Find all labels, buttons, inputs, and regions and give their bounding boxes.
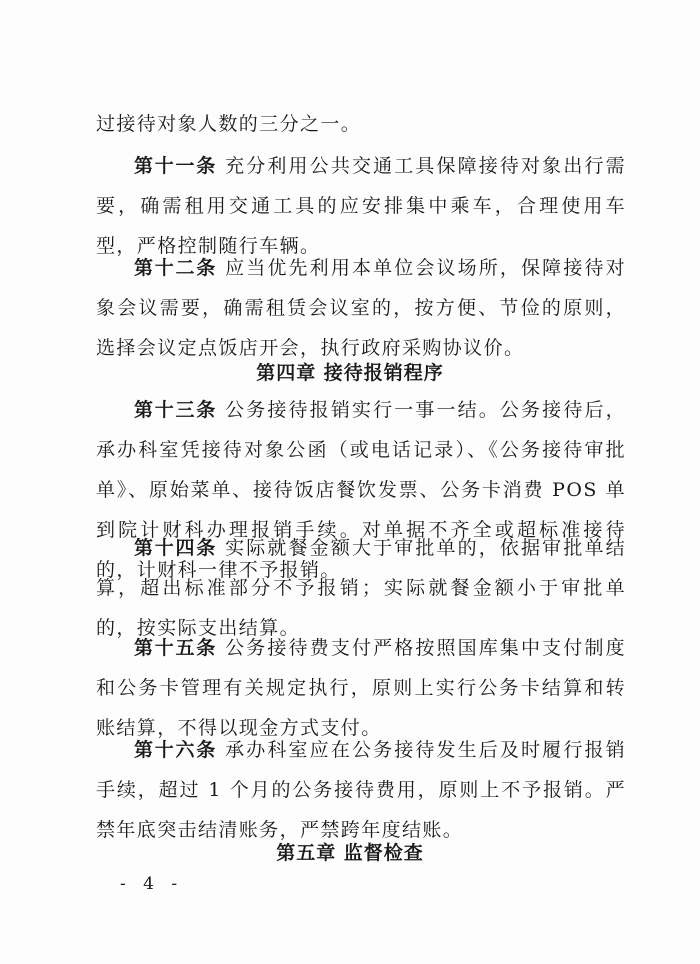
article-label: 第十一条 [134,155,217,177]
article-label: 第十五条 [134,637,217,659]
paragraph-text: 过接待对象人数的三分之一。 [96,113,362,135]
article-text: 充分利用公共交通工具保障接待对象出行需要，确需租用交通工具的应安排集中乘车，合理使用车型，严格控制随行车辆。 [96,155,626,257]
article-label: 第十四条 [134,537,217,559]
article-12 [96,248,626,368]
article-label: 第十二条 [134,257,217,279]
article-text: 承办科室应在公务接待发生后及时履行报销手续，超过 1 个月的公务接待费用，原则上不予报销。严禁年底突击结清账务，严禁跨年度结账。 [96,739,626,841]
article-label: 第十三条 [134,399,217,421]
article-text: 应当优先利用本单位会议场所，保障接待对象会议需要，确需租赁会议室的，按方便、节俭的原则，选择会议定点饭店开会，执行政府采购协议价。 [96,257,626,359]
article-text: 实际就餐金额大于审批单的，依据审批单结算，超出标准部分不予报销；实际就餐金额小于审批单的，按实际支出结算。 [96,537,626,639]
article-16 [96,730,626,850]
article-label: 第十六条 [134,739,217,761]
article-text: 公务接待报销实行一事一结。公务接待后，承办科室凭接待对象公函（或电话记录）、《公务接待审批单》、原始菜单、接待饭店餐饮发票、公务卡消费 POS 单到院计财科办理报销手续。对单据不齐全或超标准接待的，计财科一律不予报销。 [96,399,626,581]
paragraph-continuation [96,104,626,144]
page-number: - 4 - [120,874,184,894]
chapter-heading: 第四章 接待报销程序 [256,362,444,384]
chapter-heading: 第五章 监督检查 [276,842,424,864]
article-text: 公务接待费支付严格按照国库集中支付制度和公务卡管理有关规定执行，原则上实行公务卡结算和转账结算，不得以现金方式支付。 [96,637,626,739]
